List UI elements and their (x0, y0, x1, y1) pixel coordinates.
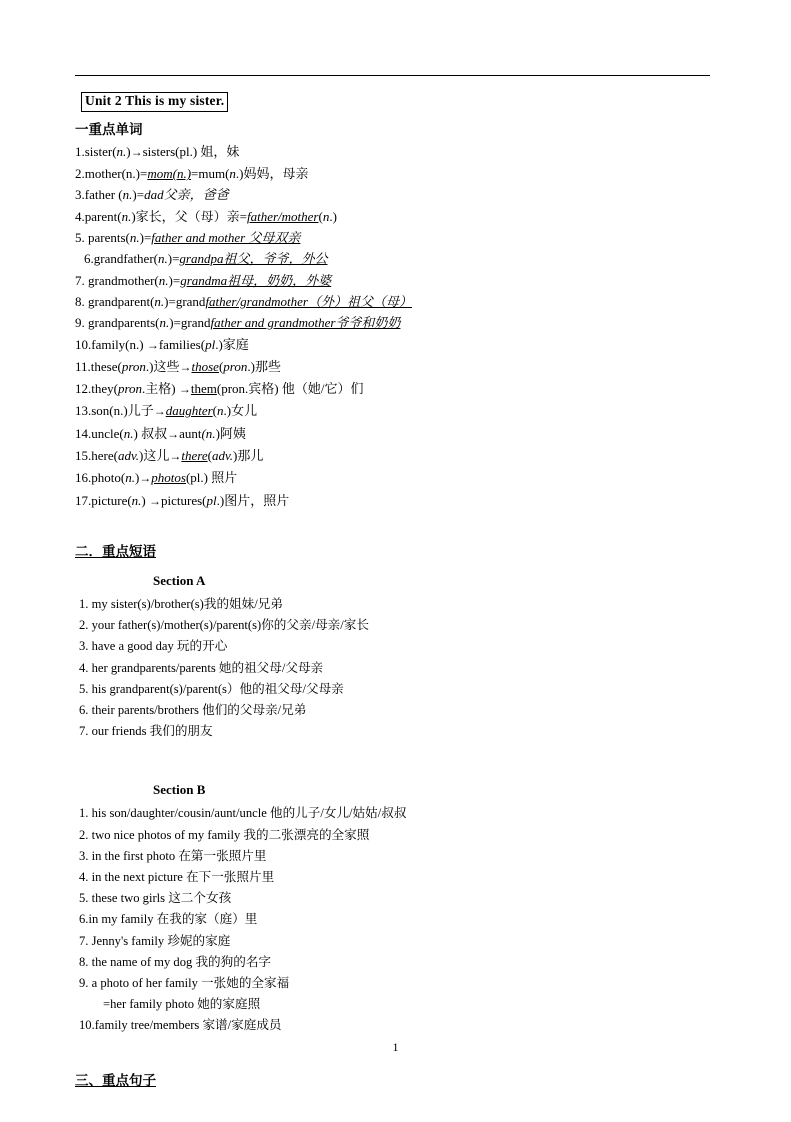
vocab-text-run: n (217, 403, 224, 419)
phrase-line: 10.family tree/members 家谱/家庭成员 (79, 1018, 282, 1033)
vocab-text-run: → (167, 426, 180, 441)
vocab-line (75, 291, 715, 312)
vocab-text-run: n. (159, 315, 170, 331)
vocab-text-run: )这儿 (139, 448, 170, 464)
phrase-line: 5. his grandparent(s)/parent(s）他的祖父母/父母亲 (79, 681, 344, 696)
vocab-text-run: → (146, 337, 159, 352)
vocab-line (75, 184, 715, 205)
section-heading-key-phrases: 二．重点短语 (75, 543, 156, 559)
vocab-text-run: son(n.)儿子 (91, 403, 154, 419)
phrase-line: 3. have a good day 玩的开心 (79, 639, 228, 654)
vocab-index: 4. (75, 208, 85, 224)
vocab-text-run: pl (206, 492, 217, 508)
phrase-line: 1. his son/daughter/cousin/aunt/uncle 他的儿子/女儿/姑姑/叔叔 (79, 806, 407, 821)
vocab-text-run: ) (141, 492, 150, 508)
vocab-line (75, 423, 715, 445)
vocab-text-run: grandparents( (88, 315, 160, 331)
phrase-line: 7. Jenny's family 珍妮的家庭 (79, 933, 231, 948)
vocab-text-run: ( (172, 166, 177, 182)
vocab-text-run: ) 叔叔 (133, 425, 168, 441)
vocab-text-run: family(n.) (91, 336, 147, 352)
vocab-text-run: )家长，父（母）亲= (131, 208, 247, 224)
vocab-text-run: .)图片，照片 (216, 492, 290, 508)
vocab-index: 16. (75, 470, 92, 486)
vocab-text-run: them (190, 381, 217, 397)
phrase-line: 4. in the next picture 在下一张照片里 (79, 869, 275, 884)
vocab-text-run: pictures( (161, 492, 207, 508)
vocab-text-run: n. (129, 230, 140, 246)
vocab-line (75, 227, 715, 248)
vocab-line (75, 334, 715, 356)
vocab-text-run: .) (183, 166, 192, 182)
vocab-text-run: ) (126, 143, 131, 159)
vocab-text-run: daughter (165, 403, 213, 419)
vocab-text-run: )= (167, 251, 180, 267)
vocab-text-run: picture( (91, 492, 132, 508)
phrase-line: 2. your father(s)/mother(s)/parent(s)你的父亲/母亲/家长 (79, 618, 369, 633)
vocab-text-run: n (229, 166, 236, 182)
vocab-index: 10. (75, 336, 92, 352)
vocab-text-run: → (149, 493, 162, 508)
header-divider (75, 75, 710, 76)
vocab-text-run: → (169, 449, 182, 464)
vocab-text-run: pron (117, 381, 143, 397)
vocab-text-run: they( (91, 381, 118, 397)
vocab-text-run: )=grand (164, 293, 206, 309)
vocab-index: 9. (75, 315, 88, 331)
unit-title-container (81, 92, 228, 112)
vocab-text-run: n. (158, 272, 169, 288)
vocab-text-run: 父亲，爸爸 (163, 187, 229, 203)
vocab-text-run: mom (147, 166, 173, 182)
vocab-index: 17. (75, 492, 92, 508)
phrase-line: 1. my sister(s)/brother(s)我的姐妹/兄弟 (79, 596, 283, 611)
vocab-text-run: families( (158, 336, 206, 352)
section-heading-key-sentences-wrap (75, 1067, 715, 1092)
phrase-line: 8. the name of my dog 我的狗的名字 (79, 954, 272, 969)
vocab-index: 13. (75, 403, 92, 419)
vocab-text-run: )那儿 (233, 448, 264, 464)
vocab-text-run: ( (218, 358, 224, 374)
vocab-line (75, 356, 715, 378)
phrase-line: 4. her grandparents/parents 她的祖父母/父母亲 (79, 660, 324, 675)
vocab-text-run: parent( (84, 208, 122, 224)
vocab-index: 2. (75, 166, 85, 182)
vocab-line (75, 312, 715, 333)
vocab-line (75, 270, 715, 291)
vocab-index: 15. (75, 448, 92, 464)
vocab-text-run: .)这些 (145, 358, 180, 374)
vocab-text-run: n. (131, 492, 142, 508)
vocab-text-run: )= (132, 187, 145, 203)
vocab-line (75, 400, 715, 422)
vocab-text-run: aunt (179, 425, 202, 441)
vocab-index: 3. (75, 187, 85, 203)
vocab-text-run: (n. (201, 425, 216, 441)
vocab-index: 1. (75, 143, 85, 159)
vocab-text-run: ( (207, 448, 212, 464)
vocab-text-run: n. (158, 251, 168, 267)
vocab-line (75, 248, 715, 269)
phrase-line: 6.in my family 在我的家（庭）里 (79, 912, 258, 927)
vocab-text-run: n (322, 208, 330, 224)
vocab-text-run: grandmother( (88, 272, 159, 288)
vocab-text-run: father and grandmother爷爷和奶奶 (210, 315, 401, 331)
key-words-list (75, 141, 715, 512)
vocab-text-run: )=grand (169, 315, 211, 331)
vocab-text-run: (pron.宾格) 他（她/它）们 (216, 381, 364, 397)
vocab-text-run: these( (90, 358, 122, 374)
unit-title: Unit 2 This is my sister. (81, 92, 228, 112)
phrase-line: 9. a photo of her family 一张她的全家福 (79, 975, 290, 990)
section-heading-key-sentences: 三、重点句子 (75, 1072, 156, 1088)
vocab-text-run: n. (154, 293, 165, 309)
vocab-text-run: here( (91, 448, 118, 464)
phrase-line: 6. their parents/brothers 他们的父母亲/兄弟 (79, 702, 307, 717)
phrase-line: 3. in the first photo 在第一张照片里 (79, 848, 267, 863)
vocab-text-run: n. (125, 470, 135, 486)
vocab-text-run: (pl.) 照片 (185, 470, 238, 486)
section-heading-key-words: 一重点单词 (75, 121, 143, 137)
vocab-text-run: → (179, 359, 192, 374)
phrase-line: 7. our friends 我们的朋友 (79, 724, 213, 739)
section-b-phrase-list (75, 803, 715, 1036)
vocab-text-run: sisters(pl.) 姐，妹 (142, 143, 240, 159)
vocab-line (75, 445, 715, 467)
phrase-line: =her family photo 她的家庭照 (103, 997, 261, 1012)
vocab-text-run: pron (223, 358, 248, 374)
subsection-title-section-b: Section B (153, 782, 206, 798)
vocab-text-run: grandfather( (93, 251, 158, 267)
vocab-text-run: ( (212, 403, 218, 419)
vocab-text-run: pron (121, 358, 146, 374)
vocab-text-run: .)妈妈，母亲 (235, 166, 309, 182)
vocab-line (75, 378, 715, 400)
vocab-text-run: → (139, 471, 152, 486)
vocab-text-run: those (191, 358, 219, 374)
vocab-text-run: pl (205, 336, 216, 352)
page-number: 1 (392, 1040, 399, 1054)
vocab-line (75, 467, 715, 489)
vocab-text-run: =mum( (191, 166, 230, 182)
vocab-text-run: n. (122, 187, 133, 203)
vocab-text-run: ( (318, 208, 323, 224)
vocab-text-run: grandpa祖父，爷爷，外公 (179, 251, 328, 267)
vocab-text-run: photos (151, 470, 186, 486)
vocab-text-run: dad (144, 187, 164, 203)
vocab-text-run: parents( (88, 230, 130, 246)
vocab-text-run: grandparent( (88, 293, 155, 309)
vocab-text-run: father/mother (246, 208, 319, 224)
vocab-text-run: .) (329, 208, 337, 224)
vocab-text-run: photo( (91, 470, 126, 486)
vocab-text-run: mother(n.)= (84, 166, 148, 182)
vocab-index: 14. (75, 425, 92, 441)
vocab-text-run: → (130, 144, 143, 159)
phrase-line: 5. these two girls 这二个女孩 (79, 891, 232, 906)
vocab-text-run: grandma祖母，奶奶，外婆 (180, 272, 332, 288)
vocab-text-run: uncle( (91, 425, 124, 441)
vocab-text-run: n (176, 166, 184, 182)
vocab-text-run: n. (121, 208, 132, 224)
vocab-text-run: father and mother 父母双亲 (151, 230, 301, 246)
vocab-text-run: )= (139, 230, 152, 246)
vocab-text-run: ) (134, 470, 140, 486)
vocab-text-run: )= (168, 272, 181, 288)
vocab-text-run: .)那些 (247, 358, 281, 374)
vocab-line (75, 141, 715, 163)
document-body (75, 92, 715, 1095)
vocab-line (75, 490, 715, 512)
vocab-index: 8. (75, 293, 88, 309)
vocab-text-run: n. (123, 425, 134, 441)
vocab-text-run: .)家庭 (215, 336, 249, 352)
phrase-line: 2. two nice photos of my family 我的二张漂亮的全家照 (79, 827, 370, 842)
vocab-text-run: father ( (84, 187, 123, 203)
vocab-text-run: → (153, 404, 166, 419)
vocab-text-run: adv. (211, 448, 233, 464)
vocab-index: 12. (75, 381, 92, 397)
section-heading-key-phrases-wrap (75, 538, 715, 563)
vocab-text-run: father/grandmother（外）祖父（母） (205, 293, 412, 309)
vocab-text-run: → (178, 382, 191, 397)
vocab-line (75, 163, 715, 184)
subsection-title-section-a: Section A (153, 572, 206, 588)
vocab-index: 7. (75, 272, 88, 288)
vocab-index: 5. (75, 230, 88, 246)
vocab-text-run: .主格) (142, 381, 179, 397)
vocab-index: 11. (75, 358, 91, 374)
vocab-text-run: there (181, 448, 208, 464)
vocab-text-run: adv. (117, 448, 140, 464)
vocab-text-run: )阿姨 (215, 425, 246, 441)
vocab-text-run: .)女儿 (223, 403, 258, 419)
vocab-text-run: sister( (84, 143, 117, 159)
vocab-text-run: n. (116, 143, 127, 159)
section-a-phrase-list (75, 594, 715, 742)
vocab-index: 6. (84, 251, 94, 267)
vocab-line (75, 206, 715, 227)
